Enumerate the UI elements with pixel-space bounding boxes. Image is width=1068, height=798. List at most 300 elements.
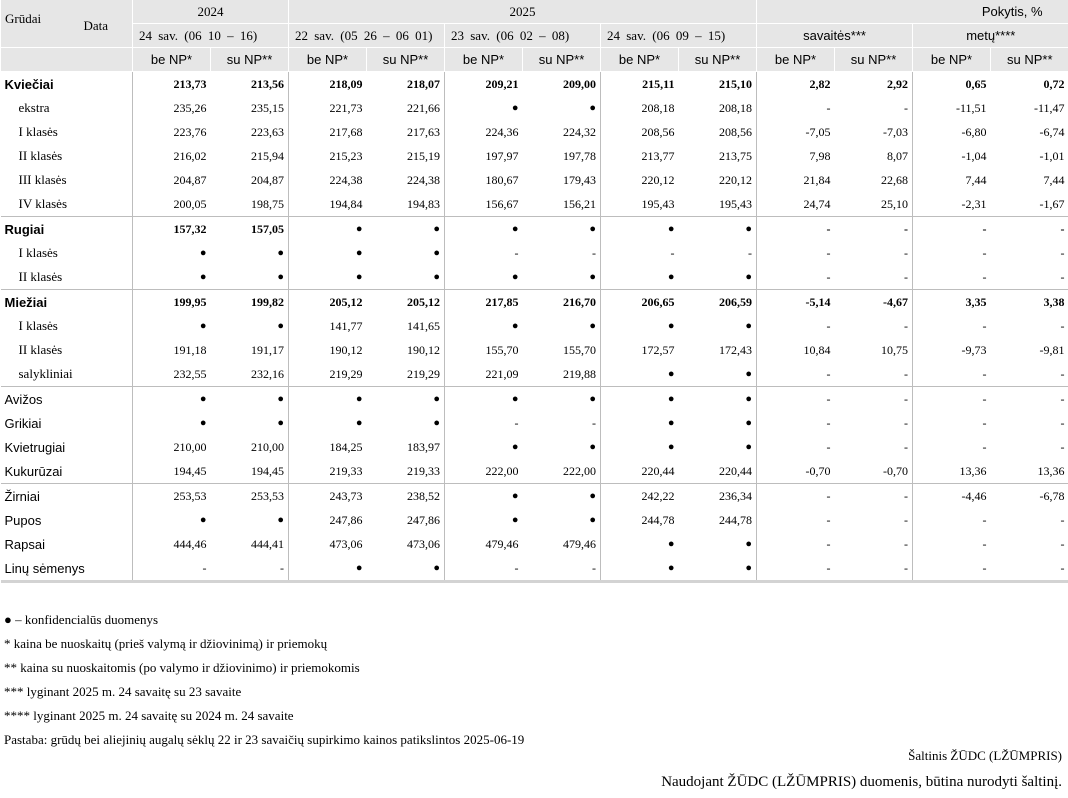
value-cell: ● <box>355 247 363 259</box>
table-row <box>1 144 1068 168</box>
value-cell: 191,18 <box>173 342 207 357</box>
value-cell: ● <box>523 217 601 242</box>
value-cell: 194,45 <box>211 459 289 484</box>
value-cell: - <box>991 387 1068 412</box>
header-be-np: be NP* <box>757 48 835 72</box>
value-cell: 247,86 <box>329 512 363 527</box>
value-cell: 223,76 <box>173 124 207 139</box>
value-cell: ● <box>199 514 207 526</box>
value-cell: - <box>826 245 831 260</box>
value-cell: ● <box>667 368 675 380</box>
value-cell: ● <box>367 241 445 265</box>
usage-note: Naudojant ŽŪDC (LŽŪMPRIS) duomenis, būtina nurodyti šaltinį. <box>661 774 1062 790</box>
value-cell: - <box>835 265 913 290</box>
value-cell: ● <box>511 441 519 453</box>
value-cell: 208,18 <box>641 100 675 115</box>
value-cell: ● <box>355 417 363 429</box>
value-cell: - <box>991 556 1068 582</box>
value-cell: 217,63 <box>367 120 445 144</box>
value-cell: ● <box>211 387 289 412</box>
table-body <box>1 72 1068 582</box>
table-row <box>1 217 1068 242</box>
value-cell: - <box>835 362 913 387</box>
value-cell: - <box>835 387 913 412</box>
value-cell: 444,41 <box>211 532 289 556</box>
value-cell: 208,56 <box>641 124 675 139</box>
row-label: Pupos <box>1 508 133 532</box>
value-cell: 205,12 <box>367 290 445 315</box>
value-cell: ● <box>679 532 757 556</box>
value-cell: ● <box>211 241 289 265</box>
value-cell: 10,75 <box>835 338 913 362</box>
value-cell: ● <box>211 411 289 435</box>
value-cell: 204,87 <box>173 172 207 187</box>
value-cell: ● <box>679 435 757 459</box>
value-cell: 172,43 <box>679 338 757 362</box>
value-cell: - <box>913 217 991 242</box>
footnotes <box>4 608 524 752</box>
value-cell: ● <box>667 320 675 332</box>
value-cell: 224,36 <box>485 124 519 139</box>
value-cell: - <box>1060 245 1065 260</box>
header-be-np: be NP* <box>445 48 523 72</box>
value-cell: 0,72 <box>991 72 1068 97</box>
value-cell: 194,45 <box>173 463 207 478</box>
value-cell: 184,25 <box>329 439 363 454</box>
table-row <box>1 508 1068 532</box>
value-cell: 197,97 <box>485 148 519 163</box>
value-cell: 191,17 <box>211 338 289 362</box>
value-cell: 13,36 <box>1037 463 1065 478</box>
value-cell: -0,70 <box>835 459 913 484</box>
value-cell: - <box>1060 536 1065 551</box>
value-cell: -0,70 <box>805 463 831 478</box>
value-cell: -4,46 <box>913 484 991 509</box>
table-row <box>1 532 1068 556</box>
value-cell: ● <box>523 435 601 459</box>
header-su-np: su NP** <box>991 48 1068 72</box>
value-cell: 194,84 <box>329 196 363 211</box>
value-cell: 222,00 <box>485 463 519 478</box>
value-cell: 215,19 <box>367 144 445 168</box>
header-su-np: su NP** <box>211 48 289 72</box>
value-cell: -11,51 <box>955 100 987 115</box>
value-cell: -9,73 <box>961 342 987 357</box>
value-cell: - <box>835 96 913 120</box>
value-cell: 195,43 <box>641 196 675 211</box>
value-cell: 7,44 <box>1043 172 1065 187</box>
value-cell: ● <box>523 265 601 290</box>
value-cell: - <box>835 484 913 509</box>
value-cell: ● <box>367 556 445 582</box>
value-cell: ● <box>511 102 519 114</box>
value-cell: 197,78 <box>523 144 601 168</box>
value-cell: 219,33 <box>329 463 363 478</box>
value-cell: ● <box>523 387 601 412</box>
value-cell: ● <box>367 387 445 412</box>
value-cell: 172,57 <box>641 342 675 357</box>
value-cell: ● <box>601 556 679 582</box>
value-cell: - <box>835 508 913 532</box>
row-label: I klasės <box>1 120 133 144</box>
row-label: II klasės <box>1 265 133 290</box>
value-cell: - <box>757 556 835 582</box>
header-metu: metų**** <box>913 24 1068 48</box>
table-row <box>1 314 1068 338</box>
value-cell: 199,95 <box>133 290 211 315</box>
value-cell: - <box>982 366 987 381</box>
value-cell: - <box>982 318 987 333</box>
value-cell: - <box>826 512 831 527</box>
value-cell: - <box>514 245 519 260</box>
value-cell: ● <box>679 387 757 412</box>
footnote-line: ● – konfidencialūs duomenys <box>4 612 159 627</box>
header-week-23: 23 sav. (06 02 – 08) <box>445 24 601 48</box>
value-cell: - <box>826 439 831 454</box>
value-cell: 2,92 <box>835 72 913 97</box>
header-pokytis: Pokytis, % <box>757 0 1068 24</box>
value-cell: ● <box>133 387 211 412</box>
table-row <box>1 484 1068 509</box>
value-cell: 216,70 <box>523 290 601 315</box>
value-cell: ● <box>289 387 367 412</box>
value-cell: ● <box>679 556 757 582</box>
row-label: Žirniai <box>1 484 133 509</box>
value-cell: 215,23 <box>329 148 363 163</box>
value-cell: 198,75 <box>211 192 289 217</box>
value-cell: 195,43 <box>679 192 757 217</box>
row-label: Linų sėmenys <box>1 556 133 582</box>
row-label: Kviečiai <box>1 72 133 97</box>
value-cell: ● <box>667 271 675 283</box>
table-row <box>1 556 1068 582</box>
value-cell: 215,11 <box>601 72 679 97</box>
value-cell: 190,12 <box>329 342 363 357</box>
table-row <box>1 338 1068 362</box>
value-cell: - <box>826 415 831 430</box>
value-cell: 220,44 <box>679 459 757 484</box>
value-cell: 473,06 <box>329 536 363 551</box>
value-cell: - <box>1060 439 1065 454</box>
value-cell: 194,83 <box>367 192 445 217</box>
value-cell: ● <box>445 484 523 509</box>
value-cell: - <box>982 245 987 260</box>
value-cell: - <box>835 241 913 265</box>
value-cell: 213,77 <box>641 148 675 163</box>
value-cell: ● <box>601 387 679 412</box>
value-cell: -5,14 <box>757 290 835 315</box>
table-row <box>1 241 1068 265</box>
header-be-np: be NP* <box>289 48 367 72</box>
value-cell: 7,44 <box>965 172 987 187</box>
value-cell: 180,67 <box>485 172 519 187</box>
value-cell: ● <box>523 314 601 338</box>
value-cell: 235,15 <box>211 96 289 120</box>
table-row <box>1 192 1068 217</box>
value-cell: - <box>133 556 211 582</box>
value-cell: ● <box>199 320 207 332</box>
header-su-np: su NP** <box>523 48 601 72</box>
value-cell: -7,05 <box>805 124 831 139</box>
value-cell: 157,32 <box>133 217 211 242</box>
value-cell: - <box>913 556 991 582</box>
value-cell: - <box>445 556 523 582</box>
value-cell: 215,94 <box>211 144 289 168</box>
value-cell: 141,65 <box>367 314 445 338</box>
header-su-np: su NP** <box>679 48 757 72</box>
row-label: I klasės <box>1 241 133 265</box>
value-cell: - <box>991 217 1068 242</box>
table-row <box>1 120 1068 144</box>
header-be-np: be NP* <box>133 48 211 72</box>
value-cell: 244,78 <box>679 508 757 532</box>
value-cell: 208,56 <box>679 120 757 144</box>
value-cell: - <box>523 556 601 582</box>
value-cell: - <box>982 439 987 454</box>
table-row <box>1 290 1068 315</box>
value-cell: - <box>835 217 913 242</box>
footnote-line: *** lyginant 2025 m. 24 savaitę su 23 savaite <box>4 684 242 699</box>
value-cell: ● <box>523 96 601 120</box>
value-cell: 200,05 <box>173 196 207 211</box>
header-np-row <box>1 48 1068 72</box>
row-label: salykliniai <box>1 362 133 387</box>
value-cell: - <box>757 387 835 412</box>
value-cell: - <box>523 411 601 435</box>
value-cell: ● <box>679 265 757 290</box>
value-cell: 217,85 <box>445 290 523 315</box>
row-label: Rapsai <box>1 532 133 556</box>
row-label: I klasės <box>1 314 133 338</box>
value-cell: -7,03 <box>835 120 913 144</box>
footnote-line: Pastaba: grūdų bei aliejinių augalų sėklų 22 ir 23 savaičių supirkimo kainos patikslintos 2025-06-19 <box>4 732 525 747</box>
header-empty-cell <box>1 48 133 72</box>
value-cell: 179,43 <box>523 168 601 192</box>
value-cell: 242,22 <box>601 484 679 509</box>
value-cell: ● <box>667 417 675 429</box>
footnote-line: ** kaina su nuoskaitomis (po valymo ir džiovinimo) ir priemokomis <box>4 660 360 675</box>
value-cell: ● <box>511 320 519 332</box>
header-year-2024: 2024 <box>133 0 289 24</box>
value-cell: ● <box>679 217 757 242</box>
value-cell: ● <box>679 314 757 338</box>
table-row <box>1 435 1068 459</box>
table-row <box>1 168 1068 192</box>
value-cell: 25,10 <box>835 192 913 217</box>
header-be-np: be NP* <box>913 48 991 72</box>
value-cell: - <box>211 556 289 582</box>
value-cell: - <box>1060 366 1065 381</box>
value-cell: 208,18 <box>679 96 757 120</box>
row-label: Miežiai <box>1 290 133 315</box>
value-cell: 0,65 <box>913 72 991 97</box>
value-cell: 24,74 <box>803 196 831 211</box>
value-cell: -6,74 <box>1039 124 1065 139</box>
value-cell: - <box>982 415 987 430</box>
value-cell: 13,36 <box>959 463 987 478</box>
value-cell: -4,67 <box>835 290 913 315</box>
value-cell: - <box>835 556 913 582</box>
table-row <box>1 459 1068 484</box>
header-corner <box>1 0 133 48</box>
value-cell: 479,46 <box>485 536 519 551</box>
value-cell: 219,33 <box>367 459 445 484</box>
value-cell: 3,35 <box>913 290 991 315</box>
value-cell: - <box>826 366 831 381</box>
value-cell: 2,82 <box>757 72 835 97</box>
table-row <box>1 265 1068 290</box>
value-cell: 155,70 <box>523 338 601 362</box>
value-cell: 22,68 <box>835 168 913 192</box>
value-cell: 235,26 <box>173 100 207 115</box>
value-cell: ● <box>445 217 523 242</box>
corner-data-label: Data <box>83 18 108 33</box>
value-cell: 218,07 <box>367 72 445 97</box>
value-cell: ● <box>679 411 757 435</box>
header-week-2024: 24 sav. (06 10 – 16) <box>133 24 289 48</box>
value-cell: - <box>835 532 913 556</box>
value-cell: 224,38 <box>329 172 363 187</box>
value-cell: 183,97 <box>367 435 445 459</box>
header-su-np: su NP** <box>835 48 913 72</box>
value-cell: 204,87 <box>211 168 289 192</box>
value-cell: ● <box>511 271 519 283</box>
value-cell: 219,88 <box>523 362 601 387</box>
value-cell: ● <box>523 484 601 509</box>
value-cell: - <box>913 387 991 412</box>
value-cell: - <box>826 269 831 284</box>
header-su-np: su NP** <box>367 48 445 72</box>
value-cell: 217,68 <box>329 124 363 139</box>
value-cell: 156,67 <box>485 196 519 211</box>
value-cell: 199,82 <box>211 290 289 315</box>
value-cell: ● <box>211 265 289 290</box>
value-cell: ● <box>199 247 207 259</box>
value-cell: ● <box>199 417 207 429</box>
header-week-22: 22 sav. (05 26 – 06 01) <box>289 24 445 48</box>
value-cell: ● <box>679 362 757 387</box>
value-cell: ● <box>367 411 445 435</box>
value-cell: -1,04 <box>961 148 987 163</box>
value-cell: 7,98 <box>809 148 831 163</box>
value-cell: - <box>826 100 831 115</box>
value-cell: 224,38 <box>367 168 445 192</box>
table-header <box>1 0 1068 72</box>
value-cell: ● <box>367 265 445 290</box>
value-cell: -6,80 <box>961 124 987 139</box>
value-cell: -1,67 <box>1039 196 1065 211</box>
corner-grudai-label: Grūdai <box>5 11 42 26</box>
value-cell: ● <box>445 387 523 412</box>
value-cell: ● <box>667 538 675 550</box>
value-cell: 220,44 <box>641 463 675 478</box>
value-cell: 253,53 <box>211 484 289 509</box>
value-cell: - <box>826 318 831 333</box>
value-cell: - <box>982 536 987 551</box>
source-line: Šaltinis ŽŪDC (LŽŪMPRIS) <box>908 748 1062 763</box>
table-row <box>1 362 1068 387</box>
value-cell: ● <box>667 441 675 453</box>
header-year-2025: 2025 <box>289 0 757 24</box>
value-cell: - <box>1060 415 1065 430</box>
value-cell: - <box>835 411 913 435</box>
value-cell: 209,21 <box>445 72 523 97</box>
value-cell: 141,77 <box>329 318 363 333</box>
value-cell: ● <box>289 556 367 582</box>
value-cell: 215,10 <box>679 72 757 97</box>
value-cell: 219,29 <box>367 362 445 387</box>
value-cell: - <box>1060 318 1065 333</box>
value-cell: 206,59 <box>679 290 757 315</box>
value-cell: 213,56 <box>211 72 289 97</box>
header-week-24: 24 sav. (06 09 – 15) <box>601 24 757 48</box>
value-cell: 473,06 <box>367 532 445 556</box>
value-cell: ● <box>211 508 289 532</box>
footnote-line: **** lyginant 2025 m. 24 savaitę su 2024 m. 24 savaite <box>4 708 294 723</box>
value-cell: 218,09 <box>289 72 367 97</box>
value-cell: 224,32 <box>523 120 601 144</box>
value-cell: 243,73 <box>289 484 367 509</box>
value-cell: - <box>670 245 675 260</box>
value-cell: 221,73 <box>329 100 363 115</box>
value-cell: ● <box>211 314 289 338</box>
value-cell: 190,12 <box>367 338 445 362</box>
value-cell: - <box>679 241 757 265</box>
value-cell: 223,63 <box>211 120 289 144</box>
value-cell: - <box>514 415 519 430</box>
value-cell: 221,09 <box>485 366 519 381</box>
value-cell: 213,75 <box>679 144 757 168</box>
value-cell: 220,12 <box>641 172 675 187</box>
value-cell: ● <box>601 217 679 242</box>
row-label: Kvietrugiai <box>1 435 133 459</box>
value-cell: ● <box>199 271 207 283</box>
value-cell: 221,66 <box>367 96 445 120</box>
value-cell: -6,78 <box>991 484 1068 509</box>
row-label: III klasės <box>1 168 133 192</box>
value-cell: 21,84 <box>803 172 831 187</box>
value-cell: - <box>826 536 831 551</box>
table-row <box>1 96 1068 120</box>
value-cell: 253,53 <box>133 484 211 509</box>
row-label: Avižos <box>1 387 133 412</box>
value-cell: -11,47 <box>1033 100 1065 115</box>
row-label: Kukurūzai <box>1 459 133 484</box>
value-cell: 222,00 <box>523 459 601 484</box>
row-label: ekstra <box>1 96 133 120</box>
value-cell: - <box>982 512 987 527</box>
value-cell: - <box>835 314 913 338</box>
value-cell: ● <box>511 514 519 526</box>
value-cell: - <box>757 217 835 242</box>
value-cell: ● <box>367 217 445 242</box>
value-cell: 479,46 <box>523 532 601 556</box>
value-cell: 205,12 <box>289 290 367 315</box>
value-cell: 244,78 <box>641 512 675 527</box>
row-label: II klasės <box>1 144 133 168</box>
value-cell: 8,07 <box>835 144 913 168</box>
value-cell: 210,00 <box>211 435 289 459</box>
value-cell: 219,29 <box>329 366 363 381</box>
header-savaites: savaitės*** <box>757 24 913 48</box>
row-label: Rugiai <box>1 217 133 242</box>
value-cell: 238,52 <box>367 484 445 509</box>
value-cell: ● <box>355 271 363 283</box>
value-cell: - <box>835 435 913 459</box>
value-cell: 10,84 <box>803 342 831 357</box>
value-cell: ● <box>289 217 367 242</box>
value-cell: 157,05 <box>211 217 289 242</box>
